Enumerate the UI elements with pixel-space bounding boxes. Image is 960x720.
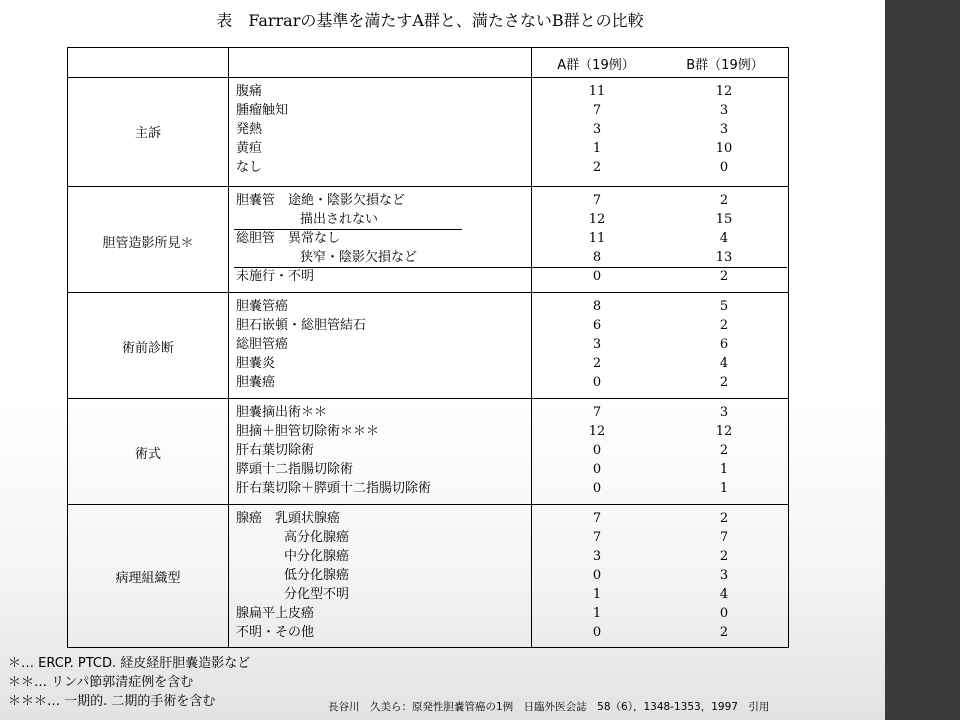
value-cell: 3 — [592, 337, 602, 352]
value-cell: 6 — [592, 318, 602, 333]
subgroup-underline — [234, 229, 462, 230]
values-a — [568, 191, 626, 286]
value-cell: 2 — [592, 356, 602, 371]
value-cell: 2 — [719, 511, 729, 526]
header-divider — [68, 77, 788, 78]
values-b — [695, 403, 753, 498]
item-label: 胆嚢管癌 — [236, 299, 289, 314]
value-cell: 0 — [592, 625, 602, 640]
row-divider — [68, 504, 788, 505]
item-label: 腺扁平上皮癌 — [236, 606, 315, 621]
value-cell: 3 — [592, 122, 602, 137]
value-cell: 3 — [719, 122, 729, 137]
item-label: 未施行・不明 — [236, 269, 315, 284]
value-cell: 0 — [719, 606, 729, 621]
item-label: 腹痛 — [236, 84, 263, 99]
header-col-a: A群（19例） — [557, 58, 635, 73]
values-a — [568, 82, 626, 177]
value-cell: 7 — [719, 530, 729, 545]
category-label: 胆管造影所見＊ — [102, 236, 194, 251]
values-b — [695, 297, 753, 392]
value-cell: 8 — [592, 299, 602, 314]
item-label: 腺癌 乳頭状腺癌 — [236, 511, 341, 526]
values-b — [695, 191, 753, 286]
item-list — [236, 297, 366, 392]
item-label: 高分化腺癌 — [284, 530, 350, 545]
value-cell: 1 — [592, 141, 602, 156]
side-bar — [885, 0, 960, 720]
value-cell: 6 — [719, 337, 729, 352]
value-cell: 7 — [592, 103, 602, 118]
item-label: 発熱 — [236, 122, 263, 137]
value-cell: 2 — [719, 318, 729, 333]
value-cell: 8 — [592, 250, 602, 265]
item-label: 胆嚢癌 — [236, 375, 276, 390]
value-cell: 2 — [719, 549, 729, 564]
value-cell: 11 — [588, 231, 606, 246]
value-cell: 11 — [588, 84, 606, 99]
value-cell: 2 — [719, 193, 729, 208]
item-label: 胆摘＋胆管切除術＊＊＊ — [236, 424, 380, 439]
item-label: 中分化腺癌 — [284, 549, 350, 564]
item-label: 描出されない — [300, 212, 379, 227]
item-list — [236, 403, 431, 498]
column-divider — [531, 48, 532, 647]
value-cell: 3 — [719, 568, 729, 583]
comparison-table — [67, 47, 789, 648]
column-divider — [228, 48, 229, 647]
value-cell: 7 — [592, 530, 602, 545]
table-title: 表 Farrarの基準を満たすA群と、満たさないB群との比較 — [216, 11, 644, 30]
value-cell: 12 — [588, 212, 606, 227]
item-label: 胆嚢炎 — [236, 356, 276, 371]
values-a — [568, 297, 626, 392]
values-a — [568, 509, 626, 642]
footnotes — [8, 654, 250, 711]
footnote: ＊… ERCP. PTCD. 経皮経肝胆嚢造影など — [8, 656, 251, 671]
item-label: 胆石嵌頓・総胆管結石 — [236, 318, 367, 333]
row-divider — [68, 186, 788, 187]
value-cell: 15 — [715, 212, 733, 227]
item-label: 分化型不明 — [284, 587, 350, 602]
value-cell: 12 — [715, 84, 733, 99]
value-cell: 1 — [592, 606, 602, 621]
value-cell: 13 — [715, 250, 733, 265]
item-list — [236, 82, 288, 177]
item-label: 腫瘤触知 — [236, 103, 289, 118]
category-label: 術式 — [134, 447, 161, 462]
value-cell: 0 — [719, 160, 729, 175]
value-cell: 3 — [719, 405, 729, 420]
item-label: 狭窄・陰影欠損など — [300, 250, 418, 265]
value-cell: 3 — [592, 549, 602, 564]
item-label: 肝右葉切除術 — [236, 443, 315, 458]
value-cell: 0 — [592, 481, 602, 496]
value-cell: 0 — [592, 269, 602, 284]
value-cell: 0 — [592, 568, 602, 583]
values-b — [695, 509, 753, 642]
category-label: 術前診断 — [121, 341, 174, 356]
footnote: ＊＊… リンパ節郭清症例を含む — [8, 675, 194, 690]
values-b — [695, 82, 753, 177]
item-label: 低分化腺癌 — [284, 568, 350, 583]
category-label: 病理組織型 — [115, 571, 181, 586]
value-cell: 2 — [719, 375, 729, 390]
item-list — [236, 509, 349, 642]
value-cell: 4 — [719, 587, 729, 602]
value-cell: 0 — [592, 462, 602, 477]
value-cell: 3 — [719, 103, 729, 118]
item-label: 肝右葉切除＋膵頭十二指腸切除術 — [236, 481, 432, 496]
value-cell: 4 — [719, 231, 729, 246]
item-label: 総胆管 異常なし — [236, 231, 341, 246]
value-cell: 10 — [715, 141, 733, 156]
value-cell: 2 — [592, 160, 602, 175]
value-cell: 12 — [588, 424, 606, 439]
value-cell: 7 — [592, 405, 602, 420]
value-cell: 1 — [719, 481, 729, 496]
value-cell: 0 — [592, 375, 602, 390]
citation: 長谷川 久美ら：原発性胆嚢管癌の1例 日臨外医会誌 58（6），1348-1353，1997 引用 — [328, 701, 770, 713]
item-label: 黄疸 — [236, 141, 263, 156]
footnote: ＊＊＊… 一期的. 二期的手術を含む — [8, 694, 216, 709]
item-label: 総胆管癌 — [236, 337, 289, 352]
row-divider — [68, 398, 788, 399]
row-divider — [68, 292, 788, 293]
item-label: 胆嚢管 途絶・陰影欠損など — [236, 193, 406, 208]
value-cell: 2 — [719, 625, 729, 640]
value-cell: 4 — [719, 356, 729, 371]
category-label: 主訴 — [134, 126, 161, 141]
value-cell: 7 — [592, 511, 602, 526]
values-a — [568, 403, 626, 498]
item-list — [236, 191, 417, 286]
value-cell: 2 — [719, 443, 729, 458]
value-cell: 7 — [592, 193, 602, 208]
value-cell: 1 — [592, 587, 602, 602]
header-col-b: B群（19例） — [686, 58, 764, 73]
value-cell: 2 — [719, 269, 729, 284]
value-cell: 5 — [719, 299, 729, 314]
item-label: 不明・その他 — [236, 625, 315, 640]
value-cell: 12 — [715, 424, 733, 439]
item-label: 膵頭十二指腸切除術 — [236, 462, 354, 477]
item-label: なし — [236, 160, 263, 175]
value-cell: 0 — [592, 443, 602, 458]
item-label: 胆嚢摘出術＊＊ — [236, 405, 328, 420]
value-cell: 1 — [719, 462, 729, 477]
